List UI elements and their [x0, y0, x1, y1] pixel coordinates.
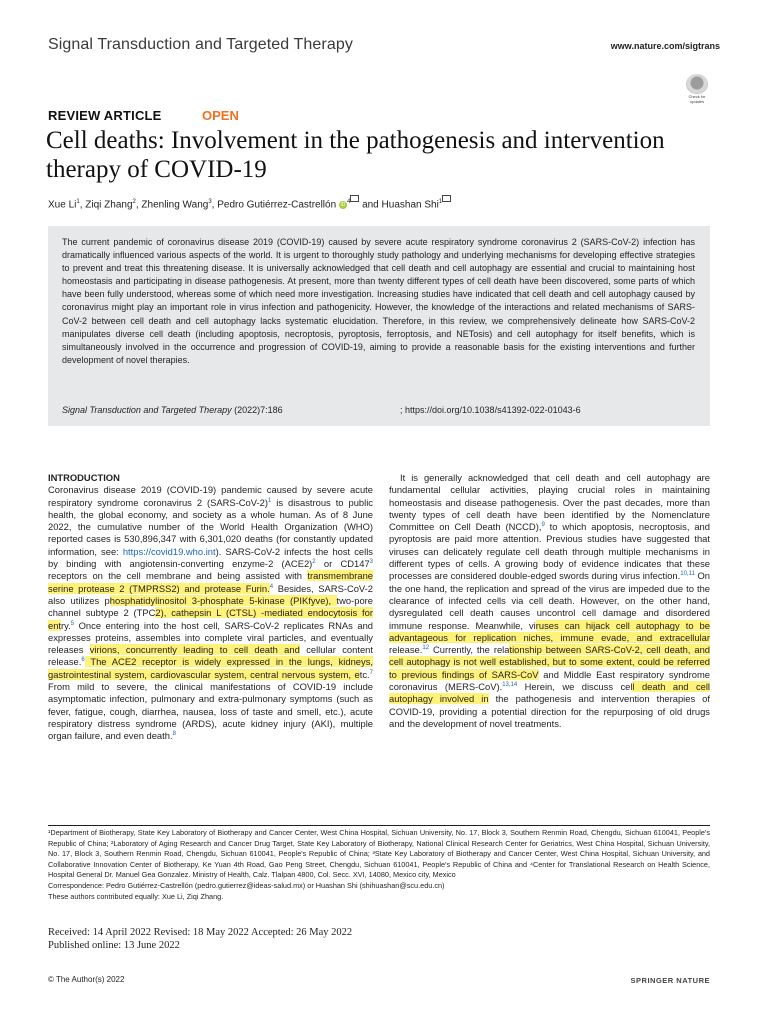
reference-link[interactable]: 3: [369, 558, 374, 565]
publisher-logo: SPRINGER NATURE: [630, 976, 710, 985]
body-text: From mild to severe, the clinical manifestations of COVID-19 include asymptomatic infection, pulmonary and extra-pulmonary symptoms (such as fever, fatigue, cough, diarrhea, nausea, loss of taste and smell, etc.), acute respiratory distress syndrome (ARDS), acute kidney injury (AKI), multiple organ failure, and even death.: [48, 681, 373, 742]
intro-paragraph: [389, 472, 710, 730]
affiliations: ¹Department of Biotherapy, State Key Laboratory of Biotherapy and Cancer Center, West China Hospital, Sichuan University, No. 17, Block 3, Southern Renmin Road, Chengdu, Sichuan 610041, People's Republic of China; ²Laboratory of Aging Research and Cancer Drug Target, State Key Laboratory of Biotherapy, National Clinical Research Center for Geriatrics, West China Hospital, Sichuan University, No. 17, Block 3, Southern Renmin Road, Chengdu, Sichuan 610041, People's Republic of China; ³State Key Laboratory of Biotherapy and Cancer Center, West China Hospital, Sichuan University, and Collaborative Innovation Center of Biotherapy, Ke Yuan 4th Road, Gao Peng Street, Chengdu, Sichuan 610041, People's Republic of China and ⁴Center for Translational Research on Health Science, Hospital General Dr. Manuel Gea Gonzalez. Ministry of Health, Calz. Tlalpan 4800, Col. Secc. XVI, 14080, Mexico city, Mexico: [48, 828, 710, 880]
author-affiliation-mark: 4: [346, 199, 351, 205]
doi-link[interactable]: ; https://doi.org/10.1038/s41392-022-01043-6: [400, 405, 581, 415]
article-dates: [48, 927, 352, 952]
published-online: Published online: 13 June 2022: [48, 939, 180, 951]
author-name[interactable]: Huashan Shi: [381, 199, 439, 211]
body-text: is disastrous to public health, the global economy, and society as a whole human. As of 8 June 2022, the cumulative number of the World Health Organization (WHO) reported cases is 530,896,347 with 6,301,020 deaths (for constantly updated information, see:: [48, 496, 373, 557]
journal-name: Signal Transduction and Targeted Therapy: [48, 36, 353, 53]
article-title: Cell deaths: Involvement in the pathogenesis and intervention therapy of COVID-19: [46, 127, 665, 183]
author-name[interactable]: Xue Li: [48, 199, 77, 211]
orcid-icon[interactable]: iD: [340, 201, 346, 208]
body-text: tc.: [359, 668, 370, 680]
body-text: It is generally acknowledged that cell death and cell autophagy are fundamental cellular activities, playing crucial roles in maintaining homeostasis and disease pathogenesis. Over the past decades, more than twenty types of cell death have been identified by the Nomenclature Committee on Cell Death (NCCD),: [389, 472, 710, 533]
reference-link[interactable]: 13,14: [502, 681, 518, 688]
body-text: On the one hand, the replication and spread of the virus are impeded due to the clearance of infected cells via cell death. However, on the other hand, dysregulated cell death causes uncontrol cell damage and disordered immune response. Meanwhile, vi: [389, 570, 710, 631]
author-affiliation-mark: 3: [208, 199, 212, 205]
reference-link[interactable]: 4: [269, 583, 274, 590]
correspondence[interactable]: Correspondence: Pedro Gutiérrez-Castrellón (pedro.gutierrez@ideas-salud.mx) or Huashan Shi (shihuashan@scu.edu.cn): [48, 880, 445, 890]
highlighted-text: tionship between SARS-CoV-2, cell death, and cell autophagy is not well established, but to some extent, could be referred to previous findings of SARS-CoV: [389, 644, 710, 680]
body-text: Besides, SARS-CoV-2 also utilizes p: [48, 582, 373, 606]
reference-link[interactable]: 8: [172, 731, 176, 738]
highlighted-text: virions, concurrently leading to cell death and: [89, 644, 300, 656]
open-access-badge: OPEN: [202, 108, 239, 123]
body-text: Once entering into the host cell, SARS-CoV-2 replicates RNAs and expresses proteins, assembles into complete viral particles, and eventually releases: [48, 619, 373, 656]
body-text: ry.: [61, 619, 71, 631]
check-for-updates-badge[interactable]: [684, 74, 710, 102]
highlighted-text: hosphatidylinositol 3-phosphate 5-kinase (PIKfyve),: [109, 594, 337, 606]
author-name[interactable]: Ziqi Zhang: [85, 199, 133, 211]
body-text: Coronavirus disease 2019 (COVID-19) pandemic caused by severe acute respiratory syndrome coronavirus 2 (SARS-CoV-2): [48, 484, 373, 508]
citation-volume: (2022)7:186: [234, 405, 283, 415]
copyright: © The Author(s) 2022: [48, 975, 125, 984]
author-joiner: and: [362, 199, 379, 211]
reference-link[interactable]: 2: [312, 558, 316, 565]
body-text: Herein, we discuss cel: [517, 681, 633, 693]
highlighted-text: The ACE2 receptor is widely expressed in the lungs, kidneys, gastrointestinal system, cardiovascular system, central nervous system, e: [48, 656, 373, 680]
check-updates-icon: [686, 74, 708, 94]
equal-contribution-note: These authors contributed equally: Xue Li, Ziqi Zhang.: [48, 891, 224, 901]
email-icon[interactable]: [350, 195, 359, 202]
abstract-text: The current pandemic of coronavirus disease 2019 (COVID-19) caused by severe acute respiratory syndrome coronavirus 2 (SARS-CoV-2) infection has dramatically influenced various aspects of the world. It is urgent to thoroughly study pathology and underlying mechanisms for developing effective strategies to prevent and treat this threatening disease. It is universally acknowledged that cell death and cell autophagy are essential and crucial to maintaining host homeostasis and participating in disease pathogenesis. At present, more than twenty different types of cell death have been discovered, some parts of which have been fully understood, whereas some of which need more investigation. Increasing studies have indicated that cell death and cell autophagy caused by coronavirus might play an important role in virus infection and pathogenicity. However, the knowledge of the interactions and related mechanisms of SARS-CoV-2 between cell death and cell autophagy lacks systematic elucidation. Therefore, in this review, we comprehensively delineate how SARS-CoV-2 manipulates diverse cell death (including apoptosis, necroptosis, pyroptosis, ferroptosis, and NETosis) and cell autophagy for itself benefits, which is simultaneously involved in the occurrence and progression of COVID-19, aiming to provide a reasonable basis for the existing interventions and further development of novel therapies.: [62, 237, 695, 365]
highlighted-text: l death and cell autophagy involved in: [389, 681, 711, 705]
author-list: Xue Li$^1$, Ziqi Zhang$^2$, Zhenling Wang$^3$, Pedro Gutiérrez-Castrellón iD $^4$ and Huashan Shi$^1$: [48, 196, 451, 210]
author-affiliation-mark: 1: [438, 199, 443, 205]
body-text: and Middle East respiratory syndrome coronavirus (MERS-CoV).: [389, 668, 710, 693]
reference-link[interactable]: 12: [422, 645, 430, 652]
footnotes: [48, 828, 710, 902]
highlighted-text: 2), cathepsin L (CTSL) -mediated endocytosis for ent: [48, 607, 373, 631]
intro-paragraph: [48, 484, 373, 742]
body-text: to which apoptosis, necroptosis, and pyroptosis are paid more attention. Previous studies have suggested that viruses can delicately regulate cell death through multiple mechanisms in different types of cells. A growing body of evidence indicates that these processes are considered double-edged swords during virus infection.: [389, 521, 710, 582]
body-text: ). SARS-CoV-2 infects the host cells by binding with angiotensin-converting enzyme-2 (ACE2): [48, 545, 373, 570]
reference-link[interactable]: 5: [70, 620, 75, 627]
reference-link[interactable]: 9: [541, 522, 545, 529]
body-text: receptors on the cell membrane and being assisted with: [48, 570, 308, 582]
body-column-right: [389, 472, 710, 730]
check-updates-label: Check for updates: [688, 94, 706, 104]
reference-link[interactable]: 7: [369, 669, 373, 676]
body-text: release.: [389, 644, 423, 656]
highlighted-text: transmembrane serine protease 2 (TMPRSS2) and protease Furin.: [48, 570, 373, 594]
article-type: REVIEW ARTICLE: [48, 108, 162, 123]
author-affiliation-mark: 2: [132, 199, 136, 205]
body-text: Currently, the rela: [429, 644, 510, 656]
reference-link[interactable]: 6: [81, 657, 85, 664]
citation: [62, 405, 283, 415]
received-revised-accepted: Received: 14 April 2022 Revised: 18 May 2022 Accepted: 26 May 2022: [48, 927, 353, 938]
section-heading: INTRODUCTION: [48, 472, 120, 483]
author-affiliation-mark: 1: [76, 199, 80, 205]
email-icon[interactable]: [442, 195, 451, 202]
footnote-divider: [48, 825, 710, 826]
body-text: cellular content release.: [48, 644, 373, 668]
body-text: two-pore channel subtype 2 (TPC: [48, 594, 373, 619]
citation-journal: Signal Transduction and Targeted Therapy: [62, 405, 232, 415]
reference-link[interactable]: 10,11: [680, 571, 695, 578]
reference-link[interactable]: 1: [267, 497, 272, 504]
journal-website-link[interactable]: www.nature.com/sigtrans: [610, 41, 720, 51]
body-text: or CD147: [315, 558, 370, 570]
body-text: the pathogenesis and intervention therapies of COVID-19, providing a potential direction for the repurposing of old drugs and the development of novel treatments.: [389, 693, 710, 729]
body-column-left: [48, 472, 373, 743]
highlighted-text: ruses can hijack cell autophagy to be advantageous for replication niches, immune evade, and extracellular: [389, 619, 710, 643]
author-name[interactable]: Pedro Gutiérrez-Castrellón: [217, 199, 337, 211]
external-link[interactable]: https://covid19.who.int: [122, 545, 216, 557]
author-name[interactable]: Zhenling Wang: [141, 199, 209, 211]
